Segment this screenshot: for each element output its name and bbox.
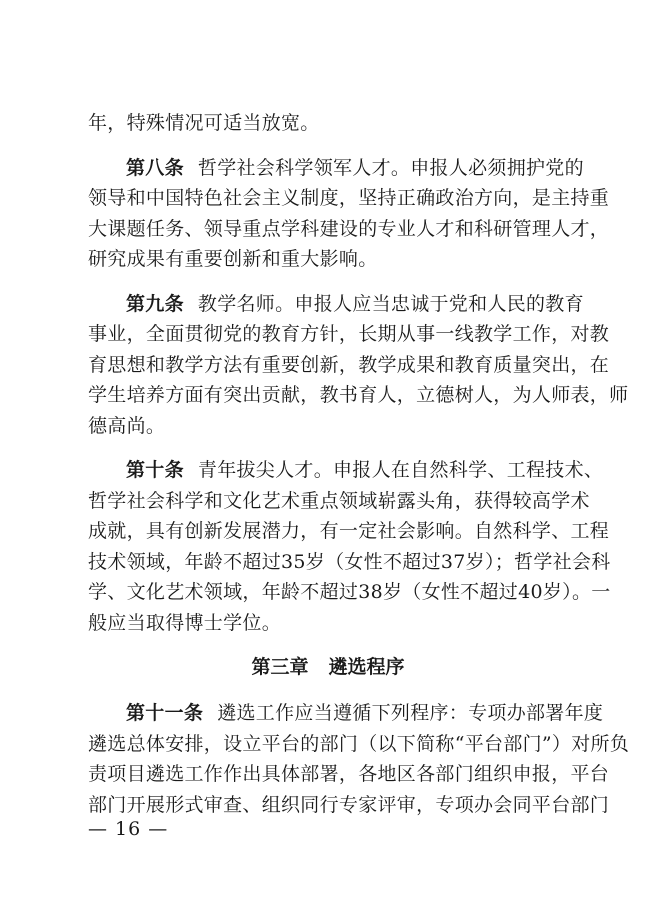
- text-line: 事业，全面贯彻党的教育方针，长期从事一线教学工作，对教: [88, 323, 610, 345]
- text-line: 领导和中国特色社会主义制度，坚持正确政治方向，是主持重: [88, 187, 610, 209]
- text-line: 成就，具有创新发展潜力，有一定社会影响。自然科学、工程: [88, 520, 610, 542]
- article-11-first-line: [88, 698, 604, 729]
- text-line: 部门开展形式审查、组织同行专家评审，专项办会同平台部门: [88, 793, 610, 816]
- text-line: 遴选总体安排，设立平台的部门（以下简称“平台部门”）对所负: [88, 732, 630, 755]
- page-body: [88, 108, 630, 820]
- article-text: 哲学社会科学领军人才。申报人必须拥护党的: [197, 156, 584, 179]
- chapter-title: 遴选程序: [328, 656, 405, 678]
- text-line: 研究成果有重要创新和重大影响。: [88, 248, 378, 270]
- article-10-first-line: [88, 455, 604, 486]
- article-text: 青年拔尖人才。申报人在自然科学、工程技术、: [197, 459, 604, 481]
- text-line: 德高尚。: [88, 414, 166, 437]
- page-number: — 16 —: [88, 818, 169, 840]
- article-heading: 第九条: [126, 292, 184, 315]
- text-line: 责项目遴选工作作出具体部署，各地区各部门组织申报，平台: [88, 763, 610, 785]
- text-line: 技术领域，年龄不超过35岁（女性不超过37岁）；哲学社会科: [88, 550, 611, 573]
- text-line: 年，特殊情况可适当放宽。: [88, 112, 320, 134]
- text-line: 育思想和教学方法有重要创新，教学成果和教育质量突出，在: [88, 353, 610, 376]
- article-text: 遴选工作应当遵循下列程序：专项办部署年度: [217, 702, 604, 724]
- chapter-number: 第三章: [251, 656, 309, 678]
- text-line: 哲学社会科学和文化艺术重点领域崭露头角，获得较高学术: [88, 489, 590, 512]
- chapter-heading: [88, 652, 568, 682]
- article-heading: 第十条: [126, 459, 184, 481]
- text-line: 学生培养方面有突出贡献，教书育人，立德树人，为人师表，师: [88, 384, 629, 406]
- article-heading: 第八条: [126, 156, 184, 179]
- article-8-first-line: [88, 153, 584, 184]
- article-text: 教学名师。申报人应当忠诚于党和人民的教育: [197, 292, 584, 315]
- text-line: 学、文化艺术领域，年龄不超过38岁（女性不超过40岁）。一: [88, 581, 611, 603]
- article-9-first-line: [88, 289, 584, 320]
- text-line: 大课题任务、领导重点学科建设的专业人才和科研管理人才，: [88, 217, 610, 240]
- text-line: 般应当取得博士学位。: [88, 611, 282, 634]
- article-heading: 第十一条: [126, 702, 204, 724]
